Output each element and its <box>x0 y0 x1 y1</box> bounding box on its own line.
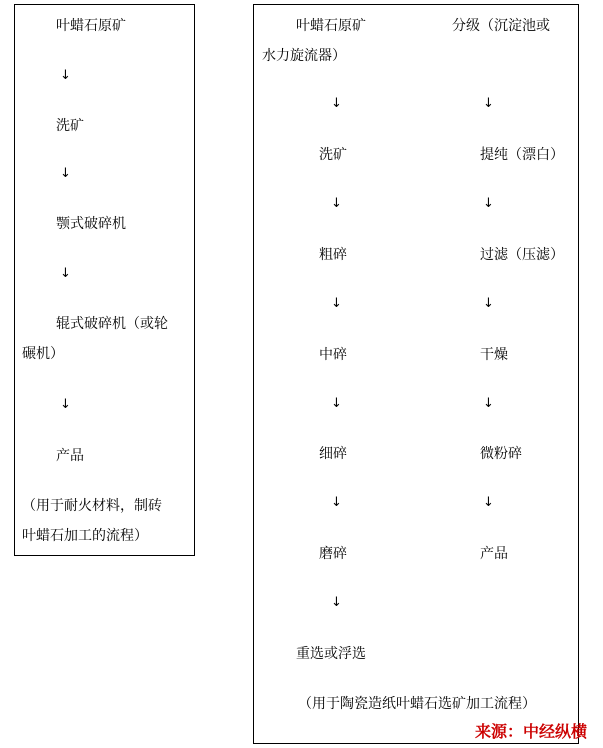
right-header-classification: 分级（沉淀池或 <box>452 18 550 34</box>
left-step-washing: 洗矿 <box>56 118 84 134</box>
down-arrow-icon: ↓ <box>331 196 342 211</box>
col2-step-product: 产品 <box>480 546 508 562</box>
col1-step-fine-crush: 细碎 <box>319 446 347 462</box>
source-label: 来源：中经纵横 <box>474 722 587 741</box>
down-arrow-icon: ↓ <box>483 96 494 111</box>
left-step-jaw-crusher: 颚式破碎机 <box>56 216 126 232</box>
down-arrow-icon: ↓ <box>331 595 342 610</box>
col1-step-grinding: 磨碎 <box>319 546 347 562</box>
left-step-roller-crusher: 辊式破碎机（或轮 <box>56 316 168 332</box>
col1-step-medium-crush: 中碎 <box>319 347 347 363</box>
col2-step-micronize: 微粉碎 <box>480 446 522 462</box>
left-flow-box <box>14 4 195 556</box>
down-arrow-icon: ↓ <box>483 396 494 411</box>
left-step-product: 产品 <box>56 448 84 464</box>
down-arrow-icon: ↓ <box>60 266 71 281</box>
down-arrow-icon: ↓ <box>60 68 71 83</box>
down-arrow-icon: ↓ <box>483 196 494 211</box>
col1-step-gravity-or-flotation: 重选或浮选 <box>296 646 366 662</box>
down-arrow-icon: ↓ <box>483 495 494 510</box>
col2-step-drying: 干燥 <box>480 347 508 363</box>
col2-step-purify: 提纯（漂白） <box>480 147 564 163</box>
down-arrow-icon: ↓ <box>331 296 342 311</box>
right-caption: （用于陶瓷造纸叶蜡石选矿加工流程） <box>298 696 536 712</box>
right-flow-box <box>253 4 579 744</box>
col2-step-filter: 过滤（压滤） <box>480 247 564 263</box>
down-arrow-icon: ↓ <box>483 296 494 311</box>
left-caption-line1: （用于耐火材料，制砖 <box>22 498 162 514</box>
right-header-classification-cont: 水力旋流器） <box>262 48 346 64</box>
down-arrow-icon: ↓ <box>331 396 342 411</box>
left-step-roller-crusher-cont: 碾机） <box>22 346 64 362</box>
left-caption-line2: 叶蜡石加工的流程） <box>22 528 148 544</box>
down-arrow-icon: ↓ <box>331 495 342 510</box>
col1-step-washing: 洗矿 <box>319 147 347 163</box>
down-arrow-icon: ↓ <box>331 96 342 111</box>
down-arrow-icon: ↓ <box>60 166 71 181</box>
left-step-raw-ore: 叶蜡石原矿 <box>56 18 126 34</box>
right-header-raw-ore: 叶蜡石原矿 <box>296 18 366 34</box>
down-arrow-icon: ↓ <box>60 397 71 412</box>
col1-step-coarse-crush: 粗碎 <box>319 247 347 263</box>
